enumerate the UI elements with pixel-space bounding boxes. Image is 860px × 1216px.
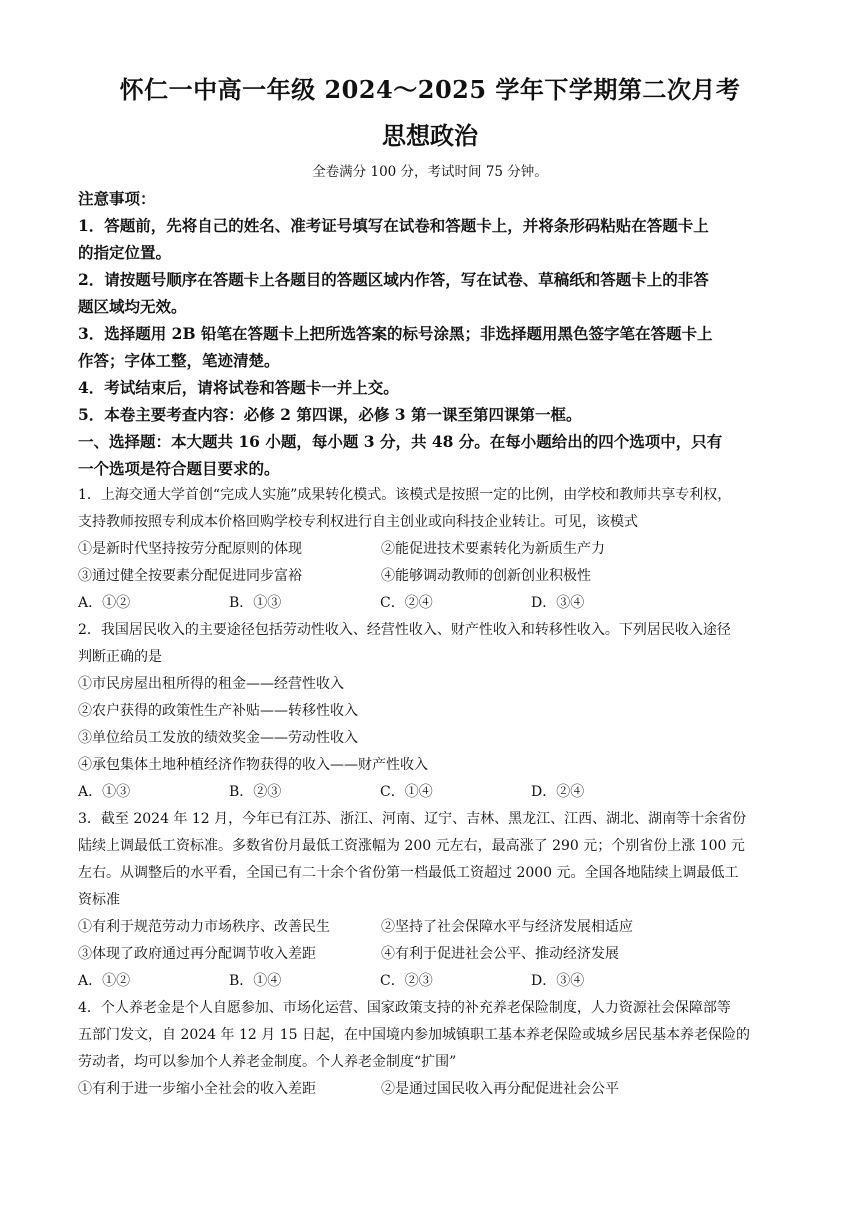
option-b: B．①③ xyxy=(229,595,282,611)
statement: ②是通过国民收入再分配促进社会公平 xyxy=(381,1081,619,1097)
option-c: C．②④ xyxy=(380,595,433,611)
answer-options xyxy=(78,590,788,617)
notice-line: 作答；字体工整，笔迹清楚。 xyxy=(78,351,280,370)
option-d: D．③④ xyxy=(531,973,585,989)
question-stem-line: 1．上海交通大学首创“完成人实施”成果转化模式。该模式是按照一定的比例，由学校和教师共享专利权， xyxy=(78,487,732,503)
statement: ②农户获得的政策性生产补贴——转移性收入 xyxy=(78,703,358,719)
section-heading-line: 一、选择题：本大题共 16 小题，每小题 3 分，共 48 分。在每小题给出的四个选项中，只有 xyxy=(78,432,723,451)
option-a: A．①② xyxy=(78,973,131,989)
exam-content xyxy=(78,185,788,1103)
answer-options xyxy=(78,968,788,995)
question-stem-line: 3．截至 2024 年 12 月，今年已有江苏、浙江、河南、辽宁、吉林、黑龙江、江西、湖北、湖南等十余省份 xyxy=(78,811,747,827)
question-3 xyxy=(78,806,788,995)
section-heading xyxy=(78,428,788,482)
question-stem-line: 陆续上调最低工资标准。多数省份月最低工资涨幅为 200 元左右，最高涨了 290 元；个别省份上涨 100 元 xyxy=(78,838,745,854)
question-2 xyxy=(78,617,788,806)
question-stem-line: 五部门发文，自 2024 年 12 月 15 日起，在中国境内参加城镇职工基本养老保险或城乡居民基本养老保险的 xyxy=(78,1027,750,1043)
statement: ①市民房屋出租所得的租金——经营性收入 xyxy=(78,676,344,692)
statement: ③单位给员工发放的绩效奖金——劳动性收入 xyxy=(78,730,358,746)
notice-line: 5．本卷主要考查内容：必修 2 第四课，必修 3 第一课至第四课第一框。 xyxy=(78,405,582,424)
option-b: B．②③ xyxy=(229,784,282,800)
statement: ③体现了政府通过再分配调节收入差距 xyxy=(78,946,316,962)
question-stem-line: 劳动者，均可以参加个人养老金制度。个人养老金制度“扩围” xyxy=(78,1054,457,1070)
option-d: D．③④ xyxy=(531,595,585,611)
statement: ③通过健全按要素分配促进同步富裕 xyxy=(78,568,302,584)
statement-row xyxy=(78,914,788,941)
question-stem-line: 支持教师按照专利成本价格回购学校专利权进行自主创业或向科技企业转让。可见，该模式 xyxy=(78,514,638,530)
statement-row xyxy=(78,536,788,563)
notice-block xyxy=(78,185,788,428)
option-c: C．①④ xyxy=(380,784,433,800)
statement: ②坚持了社会保障水平与经济发展相适应 xyxy=(381,919,633,935)
statement-row xyxy=(78,941,788,968)
question-4 xyxy=(78,995,788,1103)
exam-title: 怀仁一中高一年级 2024～2025 学年下学期第二次月考 xyxy=(119,75,741,104)
notice-heading: 注意事项： xyxy=(78,189,156,208)
statement: ②能促进技术要素转化为新质生产力 xyxy=(381,541,605,557)
notice-line: 4．考试结束后，请将试卷和答题卡一并上交。 xyxy=(78,378,399,397)
question-stem-line: 2．我国居民收入的主要途径包括劳动性收入、经营性收入、财产性收入和转移性收入。下列居民收入途径 xyxy=(78,622,731,638)
option-c: C．②③ xyxy=(380,973,433,989)
notice-line: 3．选择题用 2B 铅笔在答题卡上把所选答案的标号涂黑；非选择题用黑色签字笔在答题卡上 xyxy=(78,324,713,343)
question-stem-line: 判断正确的是 xyxy=(78,649,162,665)
section-heading-line: 一个选项是符合题目要求的。 xyxy=(78,459,280,478)
statement: ④能够调动教师的创新创业积极性 xyxy=(381,568,591,584)
exam-note: 全卷满分 100 分，考试时间 75 分钟。 xyxy=(312,164,548,180)
subject-title: 思想政治 xyxy=(382,121,478,150)
statement-row xyxy=(78,1076,788,1103)
question-stem-line: 左右。从调整后的水平看，全国已有二十余个省份第一档最低工资超过 2000 元。全国各地陆续上调最低工 xyxy=(78,865,739,881)
question-stem-line: 资标准 xyxy=(78,892,120,908)
option-a: A．①② xyxy=(78,595,131,611)
option-b: B．①④ xyxy=(229,973,282,989)
statement: ④承包集体土地种植经济作物获得的收入——财产性收入 xyxy=(78,757,428,773)
notice-line: 题区域均无效。 xyxy=(78,297,187,316)
statement: ①有利于规范劳动力市场秩序、改善民生 xyxy=(78,919,330,935)
notice-line: 的指定位置。 xyxy=(78,243,172,262)
option-a: A．①③ xyxy=(78,784,131,800)
option-d: D．②④ xyxy=(531,784,585,800)
notice-line: 2．请按题号顺序在答题卡上各题目的答题区域内作答，写在试卷、草稿纸和答题卡上的非答 xyxy=(78,270,709,289)
question-1 xyxy=(78,482,788,617)
question-stem-line: 4．个人养老金是个人自愿参加、市场化运营、国家政策支持的补充养老保险制度，人力资源社会保障部等 xyxy=(78,1000,731,1016)
statement-row xyxy=(78,563,788,590)
statement: ①是新时代坚持按劳分配原则的体现 xyxy=(78,541,302,557)
notice-line: 1．答题前，先将自己的姓名、准考证号填写在试卷和答题卡上，并将条形码粘贴在答题卡上 xyxy=(78,216,709,235)
statement: ①有利于进一步缩小全社会的收入差距 xyxy=(78,1081,316,1097)
statement: ④有利于促进社会公平、推动经济发展 xyxy=(381,946,619,962)
answer-options xyxy=(78,779,788,806)
